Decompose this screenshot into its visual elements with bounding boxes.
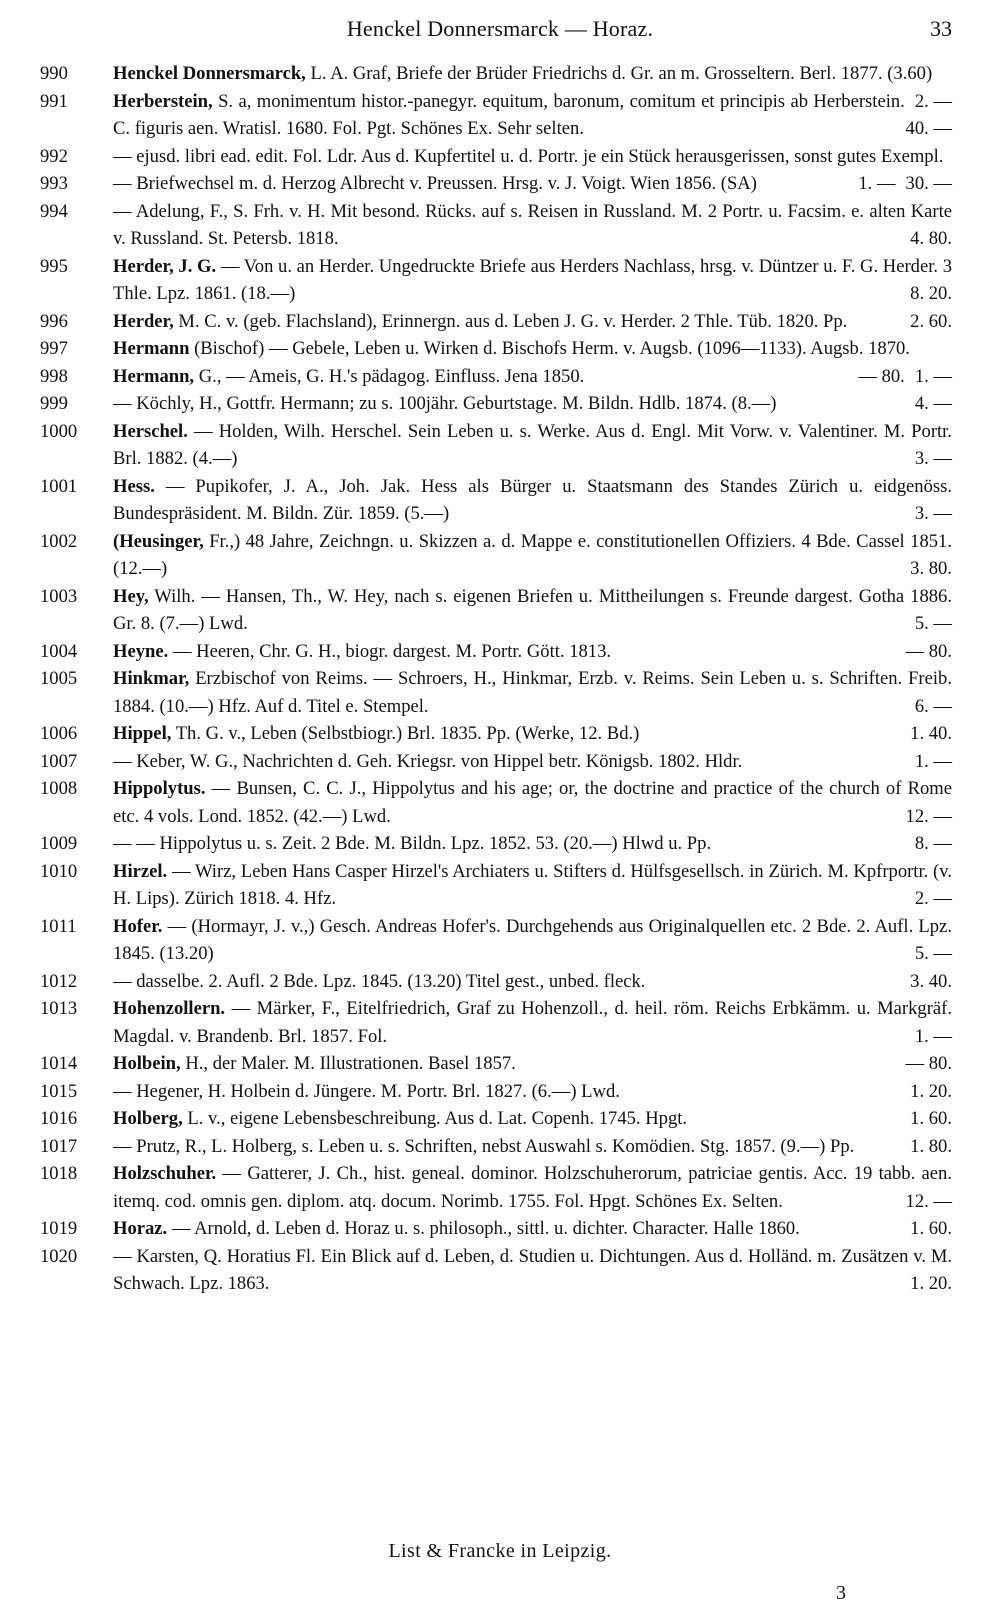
entry-number: 1007 [40,750,78,772]
entry-body [113,995,952,1050]
entry-price: 3. — [914,448,952,469]
entry-price: 1. — [914,365,952,387]
entry-description: — Von u. an Herder. Ungedruckte Briefe aus Herders Nachlass, hrsg. v. Düntzer u. F. G. Herder. 3 Thle. Lpz. 1861. (18.—) [113,255,952,304]
entry-description: — Bunsen, C. C. J., Hippolytus and his age; or, the doctrine and practice of the church of Rome etc. 4 vols. Lond. 1852. (42.—) Lwd. [113,778,952,827]
entry-number: 1000 [40,420,78,442]
entry-body [113,775,952,830]
catalogue-entry [0,253,1000,308]
catalogue-entry [0,170,1000,198]
entry-body [113,583,952,638]
entry-description: — Prutz, R., L. Holberg, s. Leben u. s. Schriften, nebst Auswahl s. Komödien. Stg. 1857. (9.—) Pp. [113,1135,855,1157]
catalogue-entry [0,913,1000,968]
entry-description: L. A. Graf, Briefe der Brüder Friedrichs d. Gr. an m. Grosseltern. Berl. 1877. (3.60) [305,63,933,84]
entry-description: — Karsten, Q. Horatius Fl. Ein Blick auf d. Leben, d. Studien u. Dichtungen. Aus d. Holländ. m. Zusätzen v. M. Schwach. Lpz. 1863. [113,1245,952,1294]
entry-description: H., der Maler. M. Illustrationen. Basel 1857. [180,1053,516,1074]
catalogue-entry [0,363,1000,391]
entry-heading: Herder, J. G. [113,255,217,277]
running-title: Henckel Donnersmarck — Horaz. [346,16,654,41]
entry-number: 991 [40,90,68,112]
entry-body [113,858,952,913]
entry-price: — 80. [858,365,905,387]
entry-price: 3. — [914,503,952,524]
entry-heading: (Heusinger, [113,530,204,552]
entry-body [113,1050,952,1078]
catalogue-entry [0,528,1000,583]
entry-heading: Heyne. [113,640,169,662]
entry-price: 12. — [905,805,952,827]
entry-body [113,253,952,308]
entry-number: 1006 [40,723,78,744]
entry-heading: Hohenzollern. [113,998,226,1019]
catalogue-entry [0,1105,1000,1133]
entry-price: 2. — [914,888,952,909]
entry-price: 1. 20. [910,1080,952,1102]
catalogue-entry [0,720,1000,748]
entry-heading: Hinkmar, [113,668,190,689]
catalogue-entry [0,473,1000,528]
entry-body [113,308,952,336]
entry-body [113,968,952,996]
entry-description: — ejusd. libri ead. edit. Fol. Ldr. Aus d. Kupfertitel u. d. Portr. je ein Stück herausgerissen, sonst gutes Exempl. [113,145,944,167]
entry-number: 1008 [40,778,78,799]
entry-heading: Henckel Donnersmarck, [113,63,306,84]
catalogue-entry [0,308,1000,336]
entry-description: — (Hormayr, J. v.,) Gesch. Andreas Hofer's. Durchgehends aus Originalquellen etc. 2 Bde. 2. Aufl. Lpz. 1845. (13.20) [113,915,952,964]
entry-description: — Märker, F., Eitelfriedrich, Graf zu Hohenzoll., d. heil. röm. Reichs Erbkämm. u. Markgräf. Magdal. v. Brandenb. Brl. 1857. Fol. [113,998,952,1047]
entry-number: 999 [40,393,68,414]
entry-body [113,170,952,198]
entry-number: 1019 [40,1218,78,1239]
entry-heading: Holberg, [113,1108,183,1129]
catalogue-entry [0,418,1000,473]
entry-body [113,748,952,776]
entry-price: 1. — [914,1025,952,1047]
entry-description: Th. G. v., Leben (Selbstbiogr.) Brl. 1835. Pp. (Werke, 12. Bd.) [171,723,640,744]
entry-price: 1. 60. [910,1108,952,1129]
entry-description: Fr.,) 48 Jahre, Zeichngn. u. Skizzen a. d. Mappe e. constitutionellen Offiziers. 4 Bde. Cassel 1851. (12.—) [113,530,952,579]
entry-price: — 80. [905,1053,952,1074]
entry-number: 993 [40,173,68,194]
entry-price: 1. 20. [910,1273,952,1294]
entry-description: — Holden, Wilh. Herschel. Sein Leben u. s. Werke. Aus d. Engl. Mit Vorw. v. Valentiner. M. Portr. Brl. 1882. (4.—) [113,420,952,469]
entry-price: 3. 80. [910,558,952,579]
entry-heading: Hippolytus. [113,778,206,799]
entry-number: 996 [40,310,68,332]
catalogue-entry [0,583,1000,638]
catalogue-entry [0,665,1000,720]
entry-number: 1010 [40,860,78,882]
entry-heading: Hermann [113,338,190,359]
entry-body [113,363,952,391]
entry-body [113,1133,952,1161]
entry-description: M. C. v. (geb. Flachsland), Erinnergn. aus d. Leben J. G. v. Herder. 2 Thle. Tüb. 1820. Pp. [173,310,848,332]
entry-body [113,830,952,858]
entry-body [113,473,952,528]
entry-description: — Heeren, Chr. G. H., biogr. dargest. M. Portr. Gött. 1813. [168,640,612,662]
catalogue-entry [0,88,1000,143]
entry-heading: Hess. [113,475,155,497]
entry-number: 1012 [40,970,78,992]
entry-heading: Holzschuher. [113,1163,217,1184]
entry-number: 990 [40,63,68,84]
entry-description: G., — Ameis, G. H.'s pädagog. Einfluss. Jena 1850. [194,365,585,387]
publisher-footer: List & Francke in Leipzig. [388,1540,612,1562]
entry-price: 1. 60. [910,1218,952,1239]
catalogue-entry [0,1160,1000,1215]
entry-number: 998 [40,365,68,387]
catalogue-entry [0,390,1000,418]
entry-price: 8. 20. [910,283,952,304]
entry-price: 1. — [914,750,952,772]
entry-description: Wilh. — Hansen, Th., W. Hey, nach s. eigenen Briefen u. Mittheilungen s. Freunde dargest. Gotha 1886. Gr. 8. (7.—) Lwd. [113,585,952,634]
catalogue-entries [0,60,1000,1298]
entry-number: 1004 [40,640,78,662]
entry-number: 995 [40,255,68,277]
entry-description: Erzbischof von Reims. — Schroers, H., Hinkmar, Erzb. v. Reims. Sein Leben u. s. Schriften. Freib. 1884. (10.—) Hfz. Auf d. Titel e. Stempel. [113,668,952,717]
entry-body [113,88,952,143]
entry-body [113,418,952,473]
entry-price: 5. — [914,613,952,634]
entry-price: 2. — [914,90,952,112]
entry-description: — Wirz, Leben Hans Casper Hirzel's Archiaters u. Stifters d. Hülfsgesellsch. in Zürich. M. Kpfrportr. (v. H. Lips). Zürich 1818. 4. Hfz. [113,860,952,909]
entry-description: — Köchly, H., Gottfr. Hermann; zu s. 100jähr. Geburtstage. M. Bildn. Hdlb. 1874. (8.—) [113,393,777,414]
entry-price: 30. — [905,173,952,194]
entry-price: 4. 80. [910,228,952,249]
entry-price: 12. — [905,1190,952,1212]
entry-number: 997 [40,338,68,359]
catalogue-entry [0,995,1000,1050]
entry-heading: Hofer. [113,915,163,937]
catalogue-entry [0,198,1000,253]
entry-heading: Herschel. [113,420,188,442]
entry-description: — Hegener, H. Holbein d. Jüngere. M. Portr. Brl. 1827. (6.—) Lwd. [113,1080,620,1102]
entry-number: 1009 [40,833,78,854]
entry-description: (Bischof) — Gebele, Leben u. Wirken d. Bischofs Herm. v. Augsb. (1096—1133). Augsb. 1870. [189,338,910,359]
entry-body [113,1160,952,1215]
entry-body [113,1078,952,1106]
entry-body [113,1105,952,1133]
entry-description: — — Hippolytus u. s. Zeit. 2 Bde. M. Bildn. Lpz. 1852. 53. (20.—) Hlwd u. Pp. [113,833,712,854]
entry-body [113,913,952,968]
entry-heading: Hippel, [113,723,172,744]
page-header [0,10,1000,46]
entry-number: 994 [40,200,68,222]
entry-description: — Briefwechsel m. d. Herzog Albrecht v. Preussen. Hrsg. v. J. Voigt. Wien 1856. (SA) [113,173,757,194]
catalogue-entry [0,1078,1000,1106]
entry-number: 1001 [40,475,78,497]
catalogue-entry [0,748,1000,776]
entry-description: — Arnold, d. Leben d. Horaz u. s. philosoph., sittl. u. dichter. Character. Halle 1860. [167,1218,800,1239]
entry-number: 1003 [40,585,78,607]
entry-heading: Holbein, [113,1053,181,1074]
entry-description: — Adelung, F., S. Frh. v. H. Mit besond. Rücks. auf s. Reisen in Russland. M. 2 Portr. u. Facsim. e. alten Karte v. Russland. St. Petersb. 1818. [113,200,952,249]
entry-price: 3. 40. [910,970,952,992]
entry-heading: Herberstein, [113,90,213,112]
entry-price: 1. — [858,173,896,194]
entry-price: 6. — [914,695,952,717]
printer-signature: 3 [836,1582,846,1604]
entry-description: L. v., eigene Lebensbeschreibung. Aus d. Lat. Copenh. 1745. Hpgt. [182,1108,688,1129]
catalogue-entry [0,858,1000,913]
entry-body [113,1243,952,1298]
entry-heading: Hermann, [113,365,195,387]
entry-heading: Hey, [113,585,149,607]
entry-heading: Herder, [113,310,174,332]
entry-description: — Gatterer, J. Ch., hist. geneal. dominor. Holzschuherorum, patriciae gentis. Acc. 19 tabb. aen. itemq. cod. omnis gen. diplom. atq. docum. Norimb. 1755. Fol. Hpgt. Schönes Ex. Selten. [113,1163,952,1212]
catalogue-entry [0,1215,1000,1243]
entry-price: 2. 60. [910,310,952,332]
entry-heading: Horaz. [113,1218,168,1239]
catalogue-entry [0,638,1000,666]
entry-body [113,390,952,418]
page-number: 33 [930,16,952,41]
entry-number: 1016 [40,1108,78,1129]
entry-number: 1014 [40,1053,78,1074]
entry-price: 8. — [914,833,952,854]
entry-number: 1018 [40,1163,78,1184]
catalogue-entry [0,775,1000,830]
entry-number: 1015 [40,1080,78,1102]
catalogue-entry [0,1133,1000,1161]
entry-body [113,638,952,666]
entry-number: 1005 [40,668,78,689]
entry-price: 40. — [905,118,952,139]
catalogue-entry [0,830,1000,858]
catalogue-entry [0,1243,1000,1298]
entry-description: — Keber, W. G., Nachrichten d. Geh. Kriegsr. von Hippel betr. Königsb. 1802. Hldr. [113,750,743,772]
entry-number: 1017 [40,1135,78,1157]
entry-description: — Pupikofer, J. A., Joh. Jak. Hess als Bürger u. Staatsmann des Standes Zürich u. eidgenöss. Bundespräsident. M. Bildn. Zür. 1859. (5.—) [113,475,952,524]
entry-number: 1020 [40,1245,78,1267]
entry-body [113,1215,952,1243]
catalogue-entry [0,968,1000,996]
entry-body [113,198,952,253]
entry-price: — 80. [905,640,952,662]
entry-heading: Hirzel. [113,860,168,882]
entry-description: S. a, monimentum histor.-panegyr. equitum, baronum, comitum et principis ab Herberstein. C. figuris aen. Wratisl. 1680. Fol. Pgt. Schönes Ex. Sehr selten. [113,90,905,139]
entry-number: 1011 [40,915,77,937]
entry-body [113,665,952,720]
entry-description: — dasselbe. 2. Aufl. 2 Bde. Lpz. 1845. (13.20) Titel gest., unbed. fleck. [113,970,646,992]
entry-price: 4. — [914,393,952,414]
entry-number: 1013 [40,998,78,1019]
entry-price: 5. — [914,943,952,964]
entry-price: 1. 80. [910,1135,952,1157]
entry-body [113,528,952,583]
entry-number: 992 [40,145,68,167]
entry-body [113,720,952,748]
entry-price: 1. 40. [910,723,952,744]
catalogue-entry [0,1050,1000,1078]
entry-number: 1002 [40,530,78,552]
